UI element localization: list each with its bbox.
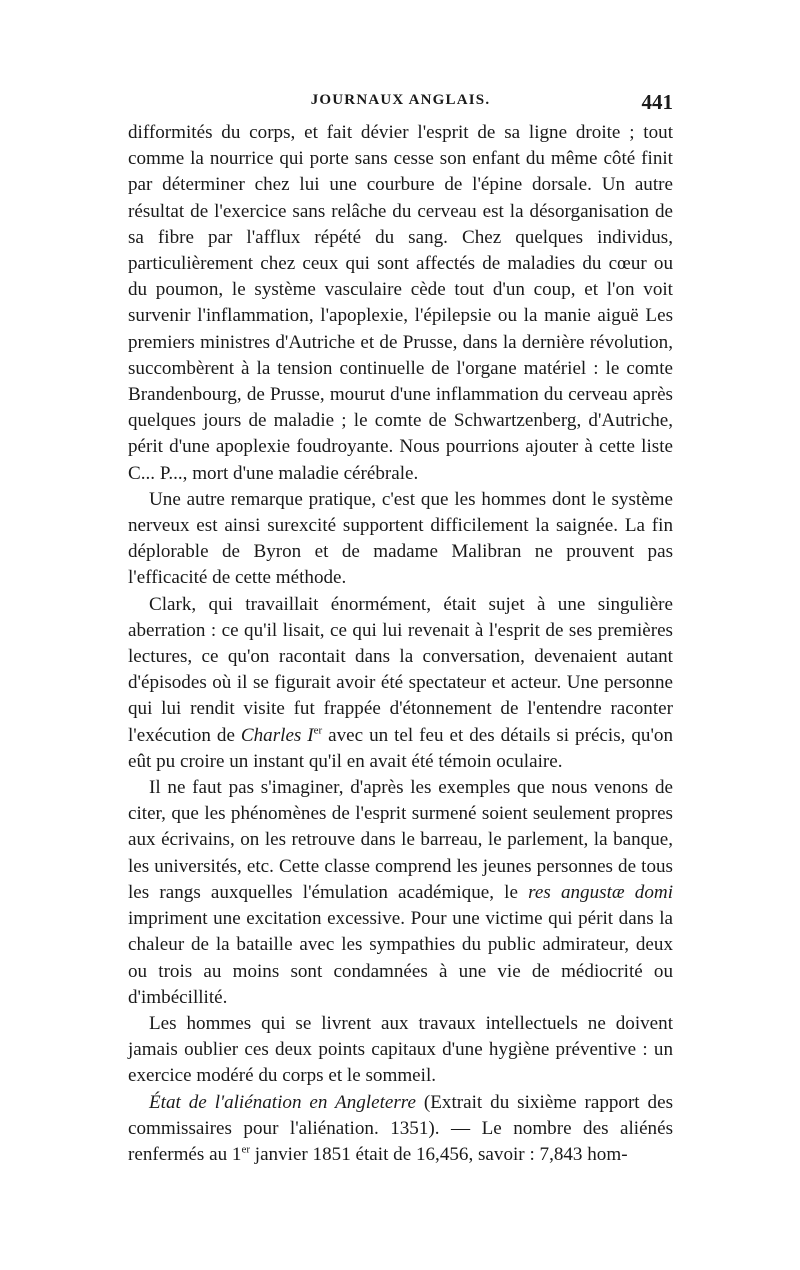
paragraph-5: Les hommes qui se livrent aux travaux intellectuels ne doivent jamais oublier ces deux points capitaux d'une hygiène préventive : un exercice modéré du corps et le sommeil.: [128, 1012, 673, 1087]
paragraph-6-superscript: er: [241, 1143, 250, 1156]
paragraph-1: difformités du corps, et fait dévier l'esprit de sa ligne droite ; tout comme la nourrice qui porte sans cesse son enfant du même côté finit par déterminer chez lui une courbure de l'épine dorsale. Un autre résultat de l'exercice sans relâche du cerveau est la désorganisation de sa fibre par l'afflux répété du sang. Chez quelques individus, particulièrement chez ceux qui sont affectés de maladies du cœur ou du poumon, le système vasculaire cède tout d'un coup, et l'on voit survenir l'inflammation, l'apoplexie, l'épilepsie ou la manie aiguë Les premiers ministres d'Autriche et de Prusse, dans la dernière révolution, succombèrent à la tension continuelle de l'organe matériel : le comte Brandenbourg, de Prusse, mourut d'une inflammation du cerveau après quelques jours de maladie ; le comte de Schwartzenberg, d'Autriche, périt d'une apoplexie foudroyante. Nous pourrions ajouter à cette liste C... P..., mort d'une maladie cérébrale.: [128, 122, 673, 484]
paragraph-6: [128, 1090, 673, 1169]
paragraph-6-italic-title: État de l'aliénation en Angleterre: [149, 1091, 416, 1113]
body-text: [128, 120, 673, 1168]
running-head: [128, 90, 673, 120]
book-page: [128, 90, 673, 1168]
paragraph-6-part-a: (Extrait du sixième rapport des commissaires pour l'aliénation. 1351). — Le nombre des aliénés renfermés au: [128, 1091, 673, 1165]
running-title: JOURNAUX ANGLAIS.: [310, 92, 491, 108]
paragraph-3-italic: Charles I: [240, 724, 314, 746]
paragraph-3-part-b: avec un tel feu et des détails si précis, qu'on eût pu croire un instant qu'il en avait été témoin oculaire.: [128, 724, 673, 772]
paragraph-3-superscript: er: [313, 724, 323, 737]
paragraph-2: Une autre remarque pratique, c'est que les hommes dont le système nerveux est ainsi surexcité supportent difficilement la saignée. La fin déplorable de Byron et de madame Malibran ne prouvent pas l'efficacité de cette méthode.: [128, 488, 673, 589]
paragraph-3-part-a: Clark, qui travaillait énormément, était sujet à une singulière aberration : ce qu'il lisait, ce qui lui revenait à l'esprit de ses premières lectures, ce qu'on racontait dans la conversation, devenaient autant d'épisodes où il se figurait avoir été spectateur et acteur. Une personne qui lui rendit visite fut frappée d'étonnement de l'entendre raconter l'exécution de: [128, 593, 673, 746]
paragraph-4-part-a: Il ne faut pas s'imaginer, d'après les exemples que nous venons de citer, que les phénomènes de l'esprit surmené soient seulement propres aux écrivains, on les retrouve dans le barreau, le parlement, la banque, les universités, etc. Cette classe comprend les jeunes personnes de tous les rangs auxquelles l'émulation académique, le: [128, 777, 673, 903]
paragraph-3: [128, 592, 673, 775]
paragraph-6-number: 1: [231, 1143, 242, 1165]
page-number: 441: [641, 90, 673, 114]
paragraph-4: [128, 775, 673, 1011]
paragraph-4-italic: res angustæ domi: [528, 881, 673, 903]
paragraph-4-part-b: impriment une excitation excessive. Pour une victime qui périt dans la chaleur de la bataille avec les sympathies du public admirateur, deux ou trois au moins sont condamnées à une vie de médiocrité ou d'imbécillité.: [128, 908, 673, 1008]
paragraph-6-part-b: janvier 1851 était de 16,456, savoir : 7,843 hom-: [250, 1143, 628, 1165]
